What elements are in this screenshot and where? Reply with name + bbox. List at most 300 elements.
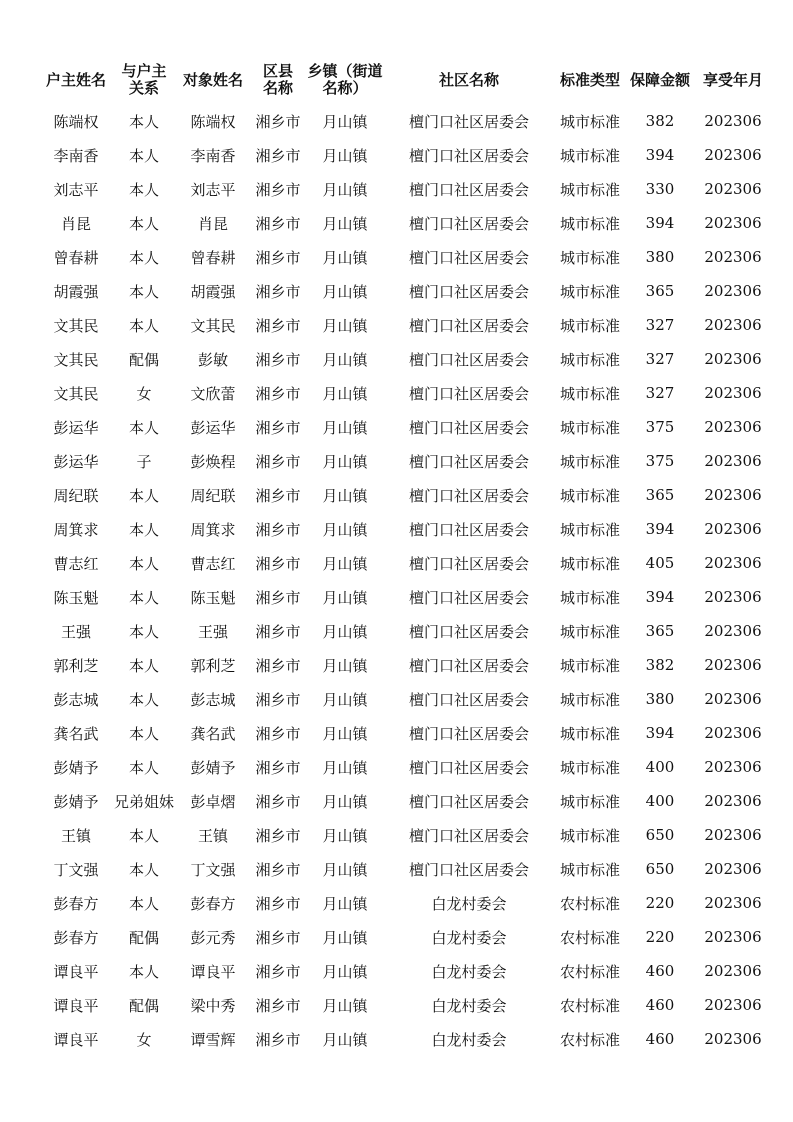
cell-community: 檀门口社区居委会 xyxy=(408,724,529,743)
cell-recipient-name: 龚名武 xyxy=(190,724,236,743)
cell-period: 202306 xyxy=(704,180,762,198)
header-row xyxy=(40,56,772,104)
cell-county: 湘乡市 xyxy=(255,962,301,981)
table-row xyxy=(40,818,772,852)
cell-county: 湘乡市 xyxy=(255,588,301,607)
cell-relation: 本人 xyxy=(128,248,159,267)
cell-standard-type: 城市标准 xyxy=(559,350,620,369)
cell-town: 月山镇 xyxy=(322,622,368,641)
cell-relation: 本人 xyxy=(128,588,159,607)
cell-head-name: 周纪联 xyxy=(53,486,99,505)
cell-community: 檀门口社区居委会 xyxy=(408,248,529,267)
cell-county: 湘乡市 xyxy=(255,792,301,811)
cell-standard-type: 城市标准 xyxy=(559,690,620,709)
cell-community: 檀门口社区居委会 xyxy=(408,384,529,403)
cell-town: 月山镇 xyxy=(322,792,368,811)
cell-community: 檀门口社区居委会 xyxy=(408,146,529,165)
cell-amount: 327 xyxy=(645,350,675,368)
cell-county: 湘乡市 xyxy=(255,860,301,879)
cell-town: 月山镇 xyxy=(322,860,368,879)
cell-period: 202306 xyxy=(704,282,762,300)
cell-county: 湘乡市 xyxy=(255,248,301,267)
cell-amount: 327 xyxy=(645,384,675,402)
cell-period: 202306 xyxy=(704,248,762,266)
cell-standard-type: 城市标准 xyxy=(559,860,620,879)
cell-period: 202306 xyxy=(704,758,762,776)
cell-period: 202306 xyxy=(704,860,762,878)
cell-town: 月山镇 xyxy=(322,214,368,233)
cell-community: 檀门口社区居委会 xyxy=(408,452,529,471)
cell-relation: 本人 xyxy=(128,520,159,539)
cell-community: 檀门口社区居委会 xyxy=(408,826,529,845)
cell-town: 月山镇 xyxy=(322,554,368,573)
document-page xyxy=(40,56,763,1056)
cell-county: 湘乡市 xyxy=(255,758,301,777)
cell-amount: 400 xyxy=(645,792,675,810)
cell-county: 湘乡市 xyxy=(255,656,301,675)
column-header-line: 保障金额 xyxy=(629,70,690,89)
cell-relation: 本人 xyxy=(128,316,159,335)
cell-head-name: 肖昆 xyxy=(60,214,91,233)
cell-standard-type: 城市标准 xyxy=(559,214,620,233)
cell-period: 202306 xyxy=(704,996,762,1014)
cell-community: 檀门口社区居委会 xyxy=(408,622,529,641)
cell-period: 202306 xyxy=(704,724,762,742)
cell-period: 202306 xyxy=(704,452,762,470)
table-row xyxy=(40,988,772,1022)
cell-community: 檀门口社区居委会 xyxy=(408,860,529,879)
cell-standard-type: 城市标准 xyxy=(559,622,620,641)
cell-head-name: 彭志城 xyxy=(53,690,99,709)
cell-county: 湘乡市 xyxy=(255,418,301,437)
cell-community: 檀门口社区居委会 xyxy=(408,656,529,675)
cell-community: 檀门口社区居委会 xyxy=(408,554,529,573)
cell-head-name: 彭婧予 xyxy=(53,792,99,811)
table-row xyxy=(40,308,772,342)
table-row xyxy=(40,104,772,138)
cell-town: 月山镇 xyxy=(322,690,368,709)
cell-period: 202306 xyxy=(704,350,762,368)
table-row xyxy=(40,172,772,206)
cell-head-name: 王强 xyxy=(60,622,91,641)
cell-head-name: 谭良平 xyxy=(53,1030,99,1049)
cell-relation: 本人 xyxy=(128,758,159,777)
cell-head-name: 周箕求 xyxy=(53,520,99,539)
column-header-line: 社区名称 xyxy=(438,70,499,89)
cell-recipient-name: 文其民 xyxy=(190,316,236,335)
cell-standard-type: 城市标准 xyxy=(559,452,620,471)
cell-relation: 配偶 xyxy=(128,928,159,947)
cell-community: 檀门口社区居委会 xyxy=(408,418,529,437)
cell-community: 檀门口社区居委会 xyxy=(408,588,529,607)
column-header-line: 名称 xyxy=(262,79,293,97)
cell-standard-type: 城市标准 xyxy=(559,656,620,675)
cell-head-name: 陈端权 xyxy=(53,112,99,131)
table-header xyxy=(40,56,772,104)
column-header-period xyxy=(694,56,772,104)
cell-standard-type: 城市标准 xyxy=(559,418,620,437)
table-row xyxy=(40,954,772,988)
cell-relation: 本人 xyxy=(128,894,159,913)
cell-standard-type: 城市标准 xyxy=(559,316,620,335)
table-row xyxy=(40,580,772,614)
cell-amount: 327 xyxy=(645,316,675,334)
cell-relation: 本人 xyxy=(128,622,159,641)
cell-head-name: 曾春耕 xyxy=(53,248,99,267)
cell-head-name: 文其民 xyxy=(53,384,99,403)
cell-amount: 394 xyxy=(645,214,675,232)
cell-county: 湘乡市 xyxy=(255,486,301,505)
cell-relation: 本人 xyxy=(128,486,159,505)
cell-recipient-name: 彭春方 xyxy=(190,894,236,913)
cell-county: 湘乡市 xyxy=(255,1030,301,1049)
cell-town: 月山镇 xyxy=(322,486,368,505)
table-row xyxy=(40,920,772,954)
cell-head-name: 刘志平 xyxy=(53,180,99,199)
cell-amount: 365 xyxy=(645,486,675,504)
column-header-amount xyxy=(626,56,694,104)
cell-county: 湘乡市 xyxy=(255,214,301,233)
cell-head-name: 彭婧予 xyxy=(53,758,99,777)
cell-community: 檀门口社区居委会 xyxy=(408,214,529,233)
cell-head-name: 龚名武 xyxy=(53,724,99,743)
table-row xyxy=(40,716,772,750)
table-row xyxy=(40,274,772,308)
cell-standard-type: 城市标准 xyxy=(559,792,620,811)
cell-head-name: 彭运华 xyxy=(53,452,99,471)
cell-amount: 460 xyxy=(645,962,675,980)
cell-standard-type: 农村标准 xyxy=(559,962,620,981)
cell-standard-type: 城市标准 xyxy=(559,520,620,539)
cell-head-name: 文其民 xyxy=(53,316,99,335)
table-row xyxy=(40,138,772,172)
cell-amount: 365 xyxy=(645,622,675,640)
cell-county: 湘乡市 xyxy=(255,520,301,539)
cell-relation: 本人 xyxy=(128,112,159,131)
cell-amount: 380 xyxy=(645,690,675,708)
cell-relation: 配偶 xyxy=(128,996,159,1015)
cell-town: 月山镇 xyxy=(322,656,368,675)
table-row xyxy=(40,342,772,376)
cell-amount: 650 xyxy=(645,826,675,844)
cell-recipient-name: 彭志城 xyxy=(190,690,236,709)
cell-relation: 女 xyxy=(136,1030,152,1049)
cell-standard-type: 城市标准 xyxy=(559,282,620,301)
cell-amount: 220 xyxy=(645,928,675,946)
cell-amount: 405 xyxy=(645,554,675,572)
cell-town: 月山镇 xyxy=(322,1030,368,1049)
cell-town: 月山镇 xyxy=(322,452,368,471)
cell-period: 202306 xyxy=(704,554,762,572)
cell-period: 202306 xyxy=(704,316,762,334)
cell-recipient-name: 彭元秀 xyxy=(190,928,236,947)
cell-relation: 兄弟姐妹 xyxy=(113,792,174,811)
cell-amount: 460 xyxy=(645,1030,675,1048)
cell-county: 湘乡市 xyxy=(255,690,301,709)
cell-recipient-name: 郭利芝 xyxy=(190,656,236,675)
column-header-line: 享受年月 xyxy=(702,70,763,89)
cell-recipient-name: 谭雪辉 xyxy=(190,1030,236,1049)
cell-county: 湘乡市 xyxy=(255,622,301,641)
cell-period: 202306 xyxy=(704,1030,762,1048)
cell-town: 月山镇 xyxy=(322,248,368,267)
cell-recipient-name: 曾春耕 xyxy=(190,248,236,267)
cell-standard-type: 农村标准 xyxy=(559,1030,620,1049)
cell-amount: 394 xyxy=(645,520,675,538)
table-row xyxy=(40,410,772,444)
cell-standard-type: 城市标准 xyxy=(559,588,620,607)
cell-recipient-name: 彭敏 xyxy=(197,350,228,369)
cell-recipient-name: 彭卓熠 xyxy=(190,792,236,811)
cell-amount: 380 xyxy=(645,248,675,266)
cell-period: 202306 xyxy=(704,894,762,912)
cell-head-name: 王镇 xyxy=(60,826,91,845)
cell-standard-type: 城市标准 xyxy=(559,384,620,403)
cell-community: 檀门口社区居委会 xyxy=(408,758,529,777)
cell-amount: 394 xyxy=(645,588,675,606)
cell-period: 202306 xyxy=(704,792,762,810)
cell-relation: 本人 xyxy=(128,418,159,437)
cell-county: 湘乡市 xyxy=(255,316,301,335)
cell-county: 湘乡市 xyxy=(255,554,301,573)
cell-amount: 375 xyxy=(645,418,675,436)
cell-standard-type: 农村标准 xyxy=(559,928,620,947)
cell-amount: 460 xyxy=(645,996,675,1014)
cell-town: 月山镇 xyxy=(322,350,368,369)
cell-standard-type: 城市标准 xyxy=(559,758,620,777)
cell-recipient-name: 彭婧予 xyxy=(190,758,236,777)
cell-period: 202306 xyxy=(704,656,762,674)
table-row xyxy=(40,478,772,512)
table-row xyxy=(40,852,772,886)
cell-relation: 本人 xyxy=(128,146,159,165)
column-header-county xyxy=(250,56,306,104)
cell-standard-type: 城市标准 xyxy=(559,248,620,267)
cell-community: 白龙村委会 xyxy=(431,996,507,1015)
column-header-line: 关系 xyxy=(128,79,159,97)
cell-amount: 400 xyxy=(645,758,675,776)
column-header-recipient-name xyxy=(176,56,250,104)
cell-period: 202306 xyxy=(704,962,762,980)
table-row xyxy=(40,886,772,920)
cell-relation: 子 xyxy=(136,452,152,471)
cell-town: 月山镇 xyxy=(322,588,368,607)
cell-community: 白龙村委会 xyxy=(431,1030,507,1049)
column-header-line: 区县 xyxy=(262,62,293,80)
cell-recipient-name: 彭运华 xyxy=(190,418,236,437)
cell-community: 白龙村委会 xyxy=(431,894,507,913)
cell-standard-type: 城市标准 xyxy=(559,826,620,845)
cell-recipient-name: 李南香 xyxy=(190,146,236,165)
cell-county: 湘乡市 xyxy=(255,452,301,471)
table-row xyxy=(40,682,772,716)
cell-period: 202306 xyxy=(704,486,762,504)
cell-period: 202306 xyxy=(704,418,762,436)
cell-period: 202306 xyxy=(704,384,762,402)
cell-head-name: 文其民 xyxy=(53,350,99,369)
cell-county: 湘乡市 xyxy=(255,826,301,845)
column-header-relation xyxy=(112,56,176,104)
cell-town: 月山镇 xyxy=(322,520,368,539)
table-row xyxy=(40,206,772,240)
cell-head-name: 陈玉魁 xyxy=(53,588,99,607)
cell-standard-type: 农村标准 xyxy=(559,894,620,913)
cell-town: 月山镇 xyxy=(322,316,368,335)
cell-county: 湘乡市 xyxy=(255,350,301,369)
cell-town: 月山镇 xyxy=(322,758,368,777)
cell-head-name: 李南香 xyxy=(53,146,99,165)
column-header-line: 乡镇（街道 xyxy=(307,62,383,80)
cell-community: 檀门口社区居委会 xyxy=(408,690,529,709)
cell-town: 月山镇 xyxy=(322,928,368,947)
cell-recipient-name: 周箕求 xyxy=(190,520,236,539)
cell-recipient-name: 王镇 xyxy=(197,826,228,845)
cell-community: 白龙村委会 xyxy=(431,962,507,981)
cell-town: 月山镇 xyxy=(322,384,368,403)
cell-relation: 本人 xyxy=(128,214,159,233)
cell-county: 湘乡市 xyxy=(255,146,301,165)
cell-town: 月山镇 xyxy=(322,826,368,845)
cell-standard-type: 城市标准 xyxy=(559,724,620,743)
cell-relation: 本人 xyxy=(128,180,159,199)
cell-period: 202306 xyxy=(704,214,762,232)
cell-head-name: 谭良平 xyxy=(53,996,99,1015)
cell-relation: 本人 xyxy=(128,282,159,301)
cell-amount: 220 xyxy=(645,894,675,912)
cell-community: 檀门口社区居委会 xyxy=(408,316,529,335)
column-header-line: 户主姓名 xyxy=(45,70,106,89)
cell-community: 檀门口社区居委会 xyxy=(408,282,529,301)
cell-period: 202306 xyxy=(704,112,762,130)
column-header-town xyxy=(306,56,384,104)
table-row xyxy=(40,546,772,580)
cell-county: 湘乡市 xyxy=(255,724,301,743)
cell-amount: 365 xyxy=(645,282,675,300)
column-header-line: 名称） xyxy=(322,79,368,97)
cell-recipient-name: 肖昆 xyxy=(197,214,228,233)
cell-relation: 本人 xyxy=(128,656,159,675)
cell-period: 202306 xyxy=(704,588,762,606)
table-row xyxy=(40,444,772,478)
cell-community: 檀门口社区居委会 xyxy=(408,792,529,811)
cell-head-name: 曹志红 xyxy=(53,554,99,573)
cell-relation: 本人 xyxy=(128,554,159,573)
cell-town: 月山镇 xyxy=(322,282,368,301)
cell-recipient-name: 丁文强 xyxy=(190,860,236,879)
table-body xyxy=(40,104,772,1056)
cell-town: 月山镇 xyxy=(322,724,368,743)
cell-town: 月山镇 xyxy=(322,112,368,131)
cell-relation: 本人 xyxy=(128,826,159,845)
cell-relation: 本人 xyxy=(128,690,159,709)
cell-head-name: 丁文强 xyxy=(53,860,99,879)
cell-recipient-name: 刘志平 xyxy=(190,180,236,199)
column-header-standard-type xyxy=(554,56,626,104)
cell-period: 202306 xyxy=(704,146,762,164)
cell-period: 202306 xyxy=(704,520,762,538)
cell-standard-type: 城市标准 xyxy=(559,554,620,573)
cell-town: 月山镇 xyxy=(322,894,368,913)
column-header-line: 标准类型 xyxy=(559,70,620,89)
cell-county: 湘乡市 xyxy=(255,112,301,131)
table-row xyxy=(40,648,772,682)
table-row xyxy=(40,1022,772,1056)
cell-amount: 375 xyxy=(645,452,675,470)
cell-county: 湘乡市 xyxy=(255,180,301,199)
cell-recipient-name: 陈玉魁 xyxy=(190,588,236,607)
cell-relation: 配偶 xyxy=(128,350,159,369)
cell-community: 白龙村委会 xyxy=(431,928,507,947)
cell-recipient-name: 周纪联 xyxy=(190,486,236,505)
cell-relation: 本人 xyxy=(128,962,159,981)
cell-recipient-name: 文欣蕾 xyxy=(190,384,236,403)
cell-period: 202306 xyxy=(704,622,762,640)
table-row xyxy=(40,376,772,410)
cell-town: 月山镇 xyxy=(322,146,368,165)
cell-head-name: 彭春方 xyxy=(53,928,99,947)
cell-recipient-name: 彭焕程 xyxy=(190,452,236,471)
cell-period: 202306 xyxy=(704,826,762,844)
cell-period: 202306 xyxy=(704,928,762,946)
cell-head-name: 郭利芝 xyxy=(53,656,99,675)
cell-county: 湘乡市 xyxy=(255,894,301,913)
cell-standard-type: 城市标准 xyxy=(559,112,620,131)
cell-amount: 394 xyxy=(645,146,675,164)
cell-head-name: 胡霞强 xyxy=(53,282,99,301)
cell-community: 檀门口社区居委会 xyxy=(408,112,529,131)
allowance-table xyxy=(40,56,772,1056)
cell-recipient-name: 曹志红 xyxy=(190,554,236,573)
cell-town: 月山镇 xyxy=(322,996,368,1015)
cell-relation: 本人 xyxy=(128,860,159,879)
cell-recipient-name: 王强 xyxy=(197,622,228,641)
cell-recipient-name: 陈端权 xyxy=(190,112,236,131)
cell-standard-type: 城市标准 xyxy=(559,180,620,199)
column-header-line: 与户主 xyxy=(121,62,167,80)
cell-period: 202306 xyxy=(704,690,762,708)
cell-head-name: 彭春方 xyxy=(53,894,99,913)
cell-standard-type: 城市标准 xyxy=(559,146,620,165)
column-header-community xyxy=(384,56,554,104)
cell-town: 月山镇 xyxy=(322,418,368,437)
cell-community: 檀门口社区居委会 xyxy=(408,350,529,369)
cell-county: 湘乡市 xyxy=(255,928,301,947)
cell-amount: 394 xyxy=(645,724,675,742)
cell-amount: 330 xyxy=(645,180,675,198)
cell-county: 湘乡市 xyxy=(255,282,301,301)
table-row xyxy=(40,240,772,274)
cell-community: 檀门口社区居委会 xyxy=(408,486,529,505)
cell-head-name: 彭运华 xyxy=(53,418,99,437)
table-row xyxy=(40,614,772,648)
cell-county: 湘乡市 xyxy=(255,384,301,403)
cell-recipient-name: 胡霞强 xyxy=(190,282,236,301)
cell-relation: 本人 xyxy=(128,724,159,743)
cell-amount: 382 xyxy=(645,112,675,130)
cell-amount: 650 xyxy=(645,860,675,878)
column-header-head-name xyxy=(40,56,112,104)
cell-community: 檀门口社区居委会 xyxy=(408,180,529,199)
cell-community: 檀门口社区居委会 xyxy=(408,520,529,539)
column-header-line: 对象姓名 xyxy=(182,70,243,89)
cell-recipient-name: 谭良平 xyxy=(190,962,236,981)
table-row xyxy=(40,784,772,818)
table-row xyxy=(40,750,772,784)
cell-standard-type: 城市标准 xyxy=(559,486,620,505)
cell-county: 湘乡市 xyxy=(255,996,301,1015)
cell-amount: 382 xyxy=(645,656,675,674)
cell-relation: 女 xyxy=(136,384,152,403)
